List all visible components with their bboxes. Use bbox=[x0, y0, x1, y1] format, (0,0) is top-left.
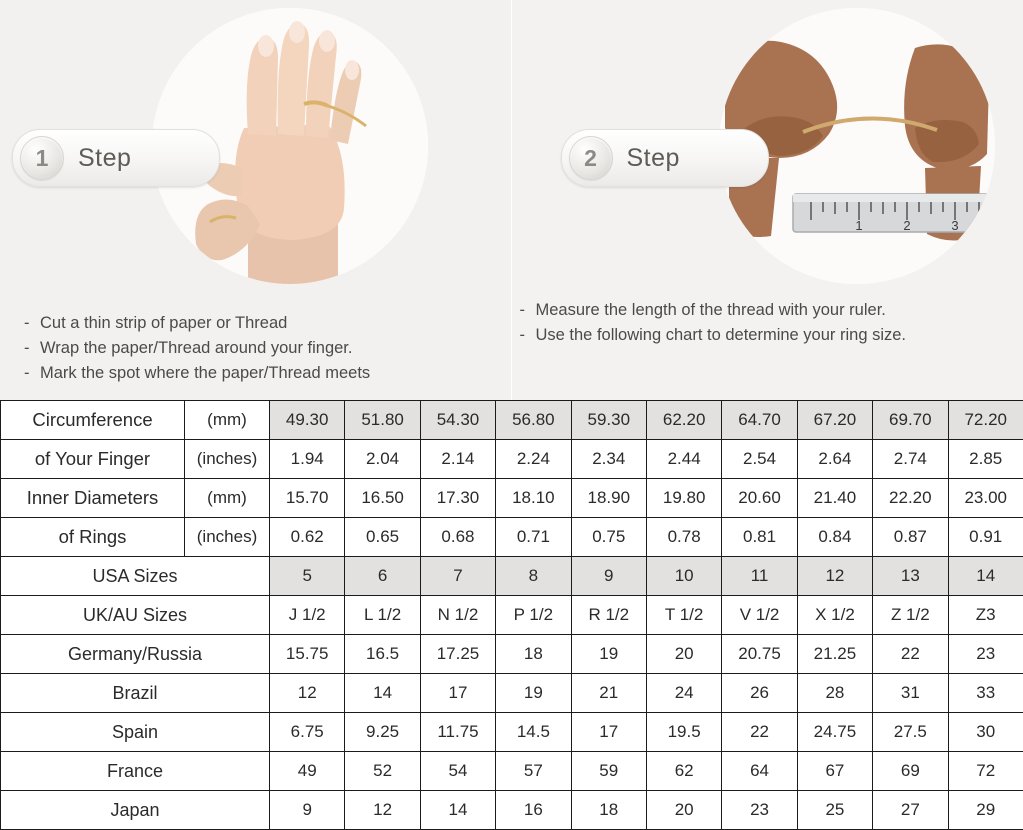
row-unit-diameter-mm: (mm) bbox=[185, 479, 270, 518]
step-1-bullet-1-text: Cut a thin strip of paper or Thread bbox=[40, 314, 287, 332]
cell: 52 bbox=[345, 752, 420, 791]
cell: 57 bbox=[496, 752, 571, 791]
cell: 72.20 bbox=[948, 401, 1023, 440]
cell: 2.04 bbox=[345, 440, 420, 479]
cell: 12 bbox=[345, 791, 420, 830]
cell: X 1/2 bbox=[797, 596, 872, 635]
cell: 30 bbox=[948, 713, 1023, 752]
row-label-japan: Japan bbox=[1, 791, 270, 830]
cell: 2.14 bbox=[420, 440, 495, 479]
cell: 14 bbox=[345, 674, 420, 713]
row-label-usa-sizes: USA Sizes bbox=[1, 557, 270, 596]
cell: 72 bbox=[948, 752, 1023, 791]
cell: 23 bbox=[948, 635, 1023, 674]
cell: 67 bbox=[797, 752, 872, 791]
cell: V 1/2 bbox=[722, 596, 797, 635]
step-2-panel bbox=[511, 0, 1023, 400]
size-table bbox=[0, 400, 1023, 830]
step-2-bullet-2: - Use the following chart to determine your ring size. bbox=[520, 323, 907, 348]
cell: 64 bbox=[722, 752, 797, 791]
cell: 23 bbox=[722, 791, 797, 830]
cell: 2.74 bbox=[873, 440, 948, 479]
cell: 11 bbox=[722, 557, 797, 596]
cell: 54.30 bbox=[420, 401, 495, 440]
step-1-instructions bbox=[24, 311, 370, 386]
cell: 0.87 bbox=[873, 518, 948, 557]
row-label-france: France bbox=[1, 752, 270, 791]
row-label-spain: Spain bbox=[1, 713, 270, 752]
svg-text:1: 1 bbox=[855, 218, 862, 233]
cell: 5 bbox=[270, 557, 345, 596]
cell: 14 bbox=[420, 791, 495, 830]
cell: 20.60 bbox=[722, 479, 797, 518]
cell: 21 bbox=[571, 674, 646, 713]
row-label-circumference-2: of Your Finger bbox=[1, 440, 185, 479]
cell: 2.24 bbox=[496, 440, 571, 479]
step-1-badge bbox=[12, 129, 220, 187]
cell: 49.30 bbox=[270, 401, 345, 440]
table-row bbox=[1, 440, 1023, 479]
step-1-bullet-2-text: Wrap the paper/Thread around your finger. bbox=[40, 339, 352, 357]
table-row bbox=[1, 674, 1023, 713]
cell: N 1/2 bbox=[420, 596, 495, 635]
step-2-bullet-1-text: Measure the length of the thread with your ruler. bbox=[536, 301, 886, 319]
step-1-number: 1 bbox=[20, 136, 64, 180]
cell: 19.5 bbox=[646, 713, 721, 752]
table-row bbox=[1, 635, 1023, 674]
row-unit-circumference-mm: (mm) bbox=[185, 401, 270, 440]
cell: 49 bbox=[270, 752, 345, 791]
row-label-brazil: Brazil bbox=[1, 674, 270, 713]
row-unit-diameter-inches: (inches) bbox=[185, 518, 270, 557]
cell: 0.68 bbox=[420, 518, 495, 557]
cell: 15.75 bbox=[270, 635, 345, 674]
cell: 18.10 bbox=[496, 479, 571, 518]
cell: 62 bbox=[646, 752, 721, 791]
cell: T 1/2 bbox=[646, 596, 721, 635]
cell: 59 bbox=[571, 752, 646, 791]
step-1-bullet-1: - Cut a thin strip of paper or Thread bbox=[24, 311, 370, 336]
cell: 20 bbox=[646, 635, 721, 674]
cell: 51.80 bbox=[345, 401, 420, 440]
cell: 64.70 bbox=[722, 401, 797, 440]
cell: 22 bbox=[873, 635, 948, 674]
cell: 26 bbox=[722, 674, 797, 713]
cell: 0.62 bbox=[270, 518, 345, 557]
cell: R 1/2 bbox=[571, 596, 646, 635]
row-label-uk-au-sizes: UK/AU Sizes bbox=[1, 596, 270, 635]
table-row bbox=[1, 713, 1023, 752]
row-unit-circumference-inches: (inches) bbox=[185, 440, 270, 479]
cell: 2.44 bbox=[646, 440, 721, 479]
step-1-panel bbox=[0, 0, 511, 400]
cell: 27.5 bbox=[873, 713, 948, 752]
cell: 6 bbox=[345, 557, 420, 596]
cell: 28 bbox=[797, 674, 872, 713]
cell: 2.34 bbox=[571, 440, 646, 479]
cell: 20 bbox=[646, 791, 721, 830]
svg-text:3: 3 bbox=[951, 218, 958, 233]
cell: 12 bbox=[270, 674, 345, 713]
step-2-number: 2 bbox=[569, 136, 613, 180]
cell: 0.75 bbox=[571, 518, 646, 557]
cell: J 1/2 bbox=[270, 596, 345, 635]
cell: 19 bbox=[571, 635, 646, 674]
cell: 27 bbox=[873, 791, 948, 830]
cell: 14.5 bbox=[496, 713, 571, 752]
cell: 19.80 bbox=[646, 479, 721, 518]
step-2-bullet-2-text: Use the following chart to determine your ring size. bbox=[536, 326, 907, 344]
cell: 2.64 bbox=[797, 440, 872, 479]
cell: 0.81 bbox=[722, 518, 797, 557]
cell: 2.85 bbox=[948, 440, 1023, 479]
cell: 17.30 bbox=[420, 479, 495, 518]
cell: 54 bbox=[420, 752, 495, 791]
step-1-bullet-3: - Mark the spot where the paper/Thread meets bbox=[24, 361, 370, 386]
row-label-circumference-1: Circumference bbox=[1, 401, 185, 440]
cell: 0.78 bbox=[646, 518, 721, 557]
row-label-germany-russia: Germany/Russia bbox=[1, 635, 270, 674]
step-1-label: Step bbox=[78, 144, 131, 173]
table-row bbox=[1, 518, 1023, 557]
cell: P 1/2 bbox=[496, 596, 571, 635]
cell: 12 bbox=[797, 557, 872, 596]
step-2-label: Step bbox=[627, 144, 680, 173]
cell: 16.50 bbox=[345, 479, 420, 518]
cell: 10 bbox=[646, 557, 721, 596]
table-row bbox=[1, 479, 1023, 518]
table-row bbox=[1, 401, 1023, 440]
cell: 24 bbox=[646, 674, 721, 713]
table-row bbox=[1, 752, 1023, 791]
cell: L 1/2 bbox=[345, 596, 420, 635]
cell: 21.40 bbox=[797, 479, 872, 518]
cell: 8 bbox=[496, 557, 571, 596]
cell: 9 bbox=[270, 791, 345, 830]
cell: 19 bbox=[496, 674, 571, 713]
cell: 23.00 bbox=[948, 479, 1023, 518]
cell: 69.70 bbox=[873, 401, 948, 440]
cell: 18 bbox=[496, 635, 571, 674]
cell: 17 bbox=[571, 713, 646, 752]
cell: 22.20 bbox=[873, 479, 948, 518]
cell: 17 bbox=[420, 674, 495, 713]
svg-text:2: 2 bbox=[903, 218, 910, 233]
table-row bbox=[1, 791, 1023, 830]
cell: 0.84 bbox=[797, 518, 872, 557]
row-label-inner-diameter-1: Inner Diameters bbox=[1, 479, 185, 518]
cell: 6.75 bbox=[270, 713, 345, 752]
row-label-inner-diameter-2: of Rings bbox=[1, 518, 185, 557]
cell: 69 bbox=[873, 752, 948, 791]
cell: 11.75 bbox=[420, 713, 495, 752]
cell: 18 bbox=[571, 791, 646, 830]
cell: 24.75 bbox=[797, 713, 872, 752]
cell: 29 bbox=[948, 791, 1023, 830]
ring-size-chart bbox=[0, 400, 1023, 830]
cell: 7 bbox=[420, 557, 495, 596]
cell: 9.25 bbox=[345, 713, 420, 752]
cell: 0.65 bbox=[345, 518, 420, 557]
cell: 1.94 bbox=[270, 440, 345, 479]
cell: 33 bbox=[948, 674, 1023, 713]
table-row bbox=[1, 557, 1023, 596]
cell: 16.5 bbox=[345, 635, 420, 674]
step-1-bullet-2: - Wrap the paper/Thread around your finger. bbox=[24, 336, 370, 361]
cell: 17.25 bbox=[420, 635, 495, 674]
cell: 25 bbox=[797, 791, 872, 830]
cell: 18.90 bbox=[571, 479, 646, 518]
step-2-instructions bbox=[520, 298, 907, 348]
step-2-badge bbox=[561, 129, 769, 187]
cell: 21.25 bbox=[797, 635, 872, 674]
cell: 14 bbox=[948, 557, 1023, 596]
cell: 15.70 bbox=[270, 479, 345, 518]
cell: 0.71 bbox=[496, 518, 571, 557]
cell: 22 bbox=[722, 713, 797, 752]
cell: Z 1/2 bbox=[873, 596, 948, 635]
steps-section bbox=[0, 0, 1023, 400]
cell: 9 bbox=[571, 557, 646, 596]
step-2-bullet-1: - Measure the length of the thread with your ruler. bbox=[520, 298, 907, 323]
cell: 0.91 bbox=[948, 518, 1023, 557]
table-row bbox=[1, 596, 1023, 635]
cell: 16 bbox=[496, 791, 571, 830]
cell: 56.80 bbox=[496, 401, 571, 440]
cell: 13 bbox=[873, 557, 948, 596]
cell: 59.30 bbox=[571, 401, 646, 440]
cell: 31 bbox=[873, 674, 948, 713]
cell: 62.20 bbox=[646, 401, 721, 440]
cell: 20.75 bbox=[722, 635, 797, 674]
step-1-bullet-3-text: Mark the spot where the paper/Thread meets bbox=[40, 364, 370, 382]
cell: Z3 bbox=[948, 596, 1023, 635]
cell: 67.20 bbox=[797, 401, 872, 440]
cell: 2.54 bbox=[722, 440, 797, 479]
